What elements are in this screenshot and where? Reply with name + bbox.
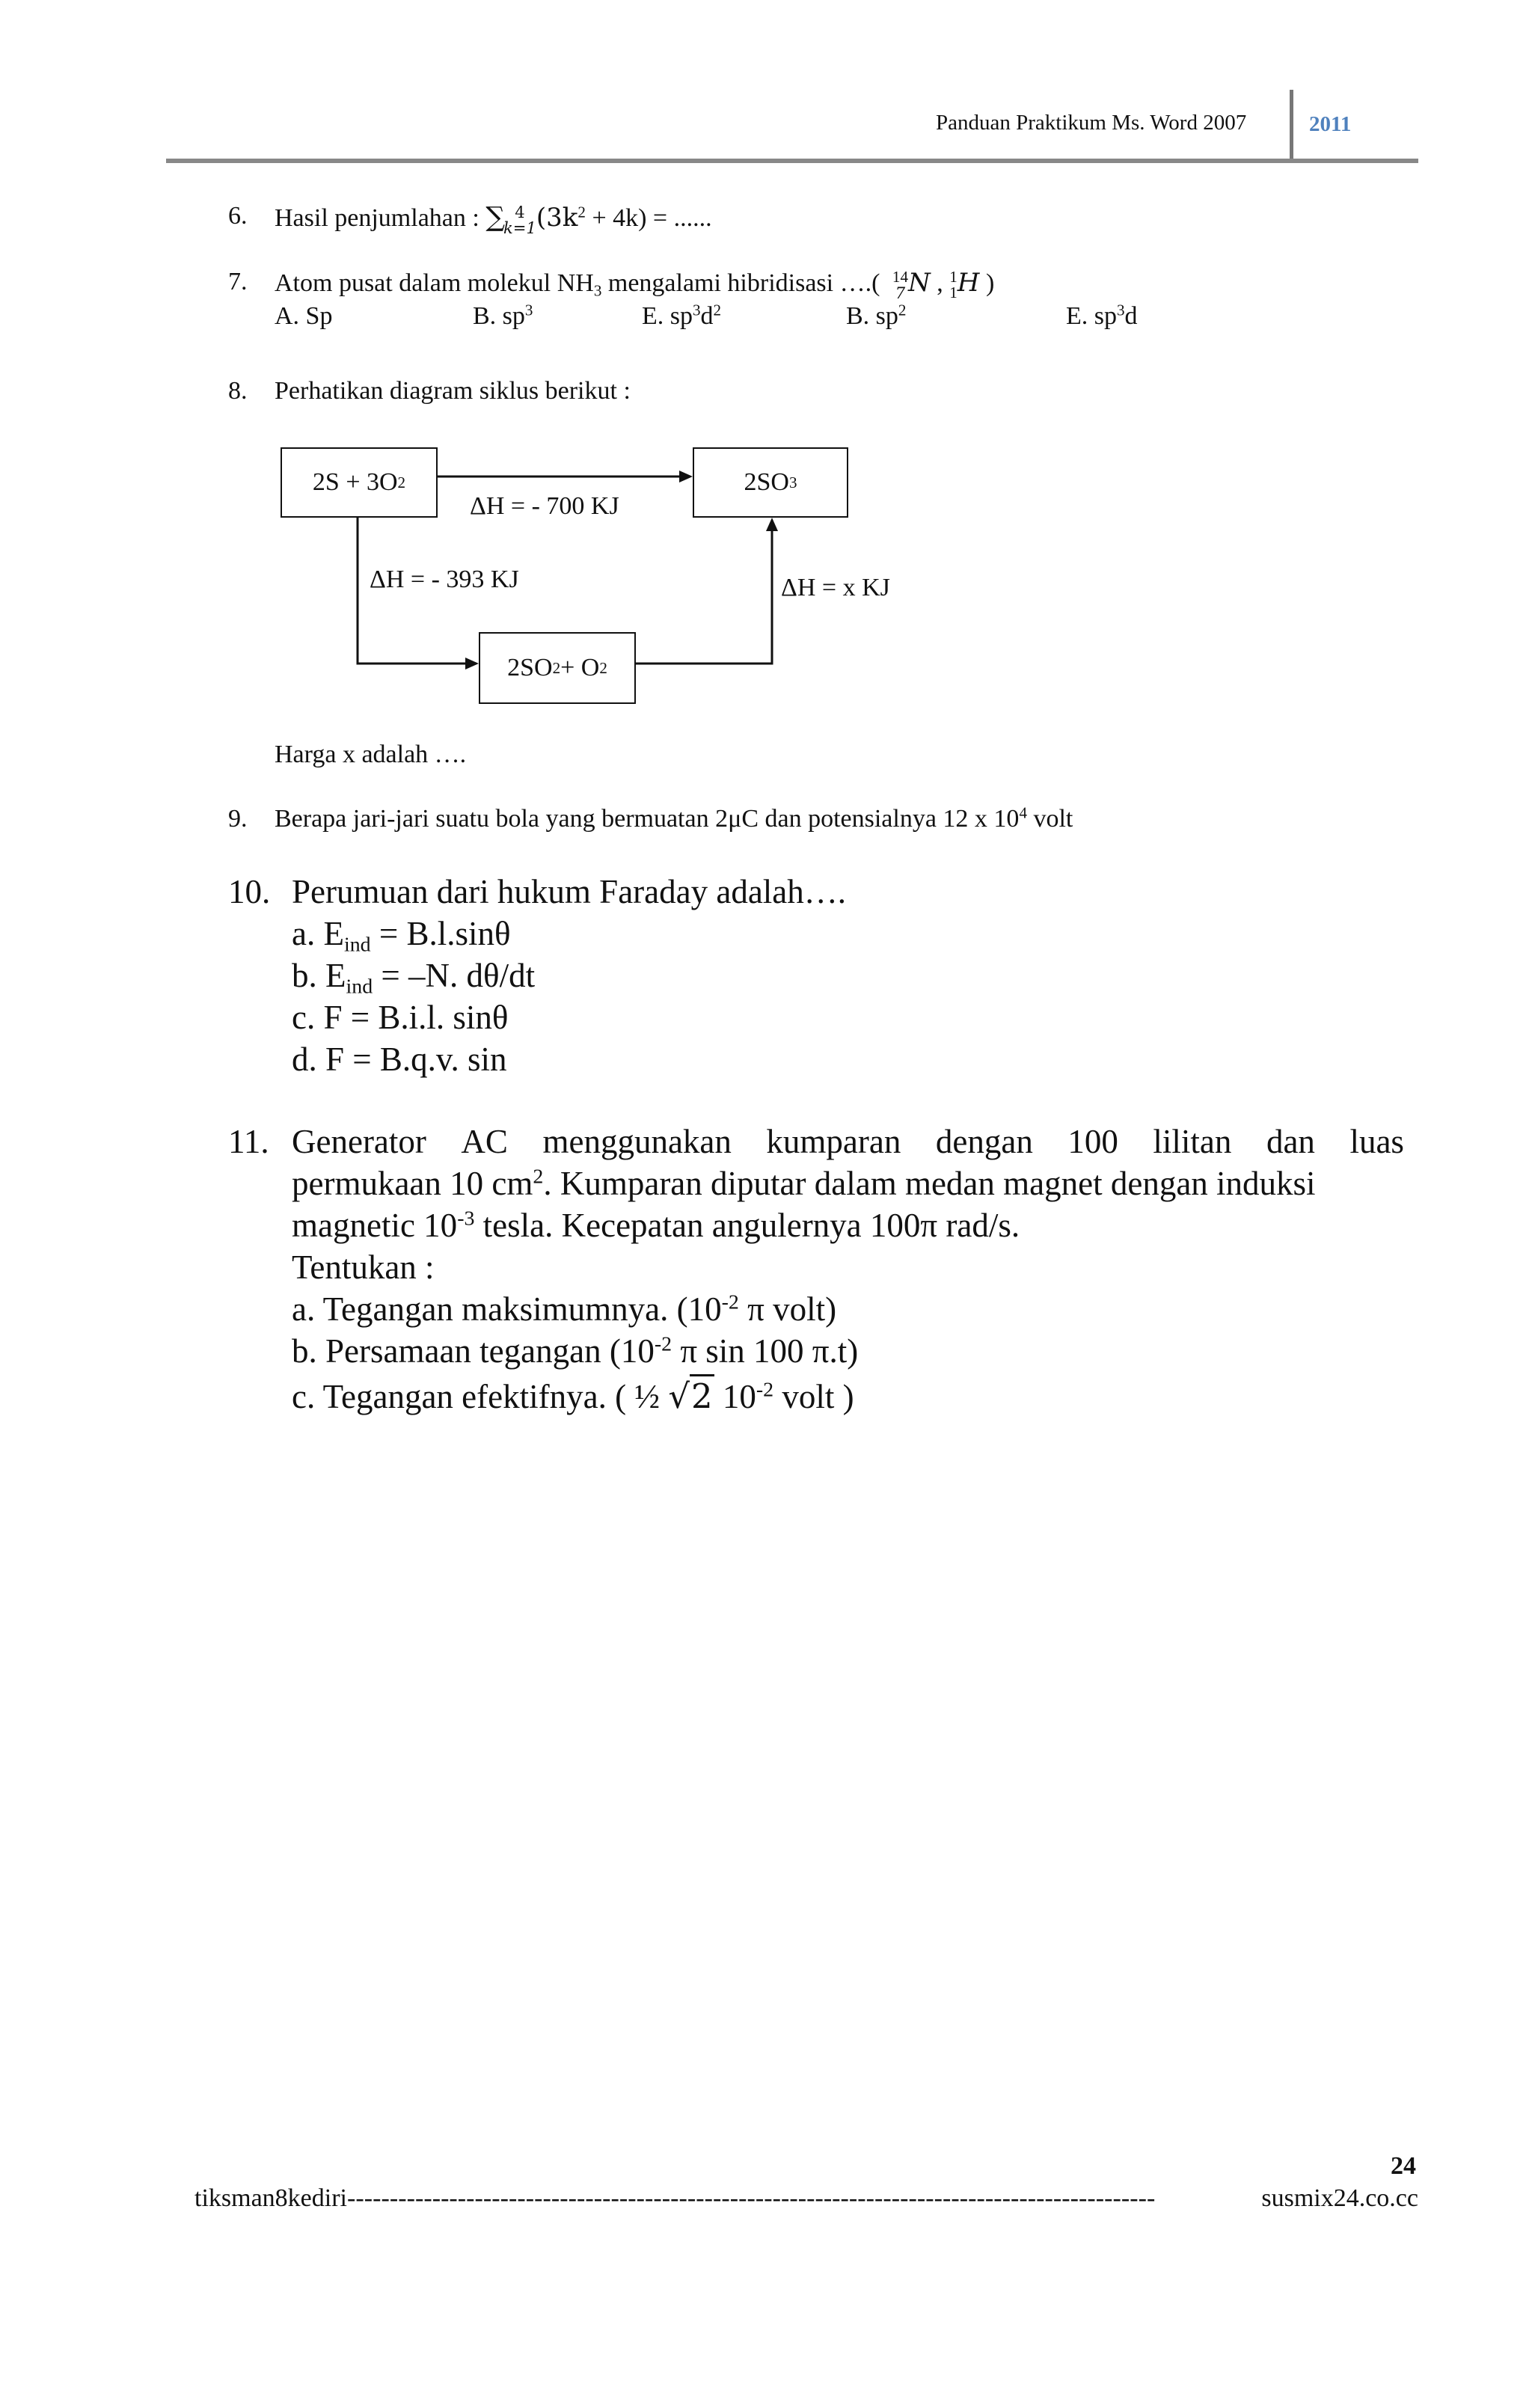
question-11-line-4: Tentukan : (292, 1249, 435, 1286)
footer-left: tiksman8kediri (194, 2184, 347, 2212)
q7-option-b2: B. $sp^2$ (846, 301, 907, 330)
diagram-box-reactants: 2S + 3O 2 (281, 447, 438, 518)
question-9-text: Berapa jari-jari suatu bola yang bermuatan 2μC dan potensialnya 12 x $10^4$ volt (275, 803, 1073, 833)
question-11-number: 11. (228, 1123, 269, 1160)
question-11-line-1: Generator AC menggunakan kumparan dengan 100 lilitan dan luas (292, 1123, 1404, 1160)
diagram-dh-left: ΔH = - 393 KJ (370, 566, 519, 593)
question-11-line-3: magnetic $10^{-3}$ tesla. Kecepatan angulernya 100π rad/s. (292, 1207, 1020, 1244)
diagram-box-product: 2SO 3 (693, 447, 848, 518)
q7-option-e1: E. $sp^3d^2$ (642, 301, 722, 330)
footer-right: susmix24.co.cc (1261, 2184, 1418, 2212)
sqrt-symbol: √ (668, 1376, 690, 1416)
question-11-line-2: permukaan 10 $cm^2$. Kumparan diputar dalam medan magnet dengan induksi (292, 1165, 1316, 1202)
question-10-text: Perumuan dari hukum Faraday adalah…. (292, 873, 847, 910)
arrowhead-right (766, 518, 778, 531)
q11-option-c: c. Tegangan efektifnya. ( ½ √2 $10^{-2}$ volt ) (292, 1376, 854, 1416)
q7-option-e2: E. $sp^3d$ (1066, 301, 1138, 330)
q7-option-b: B. $sp^3$ (473, 301, 533, 330)
header-year: 2011 (1309, 112, 1352, 136)
header-title: Panduan Praktikum Ms. Word 2007 (936, 111, 1247, 135)
question-8-number: 8. (228, 377, 248, 405)
question-10-number: 10. (228, 873, 271, 910)
question-7-text: Atom pusat dalam molekul $NH_3$ mengalami hibridisasi ….( 14 7 N , 1 1 H ) (275, 268, 995, 303)
arrowhead-top (679, 471, 693, 482)
arrow-right-path (636, 530, 772, 664)
diagram-dh-right: ΔH = x KJ (781, 574, 890, 601)
question-8-text: Perhatikan diagram siklus berikut : (275, 377, 631, 405)
q11-option-a: a. Tegangan maksimumnya. ($10^{-2}$ π volt) (292, 1290, 837, 1328)
question-7-number: 7. (228, 268, 248, 295)
question-9-number: 9. (228, 805, 248, 833)
q10-option-d: d. F = B.q.v. sin (292, 1041, 507, 1078)
question-8-prompt: Harga x adalah …. (275, 741, 467, 768)
question-number: 6. (228, 202, 248, 230)
footer-line (194, 2184, 1418, 2213)
q11-option-b: b. Persamaan tegangan ($10^{-2}$ π sin 100 π.t) (292, 1332, 859, 1370)
footer-dashes: ----------------------------------------------------------------------------------------------- (346, 2184, 1156, 2212)
footer-page-number: 24 (1391, 2152, 1416, 2180)
q10-option-a: a. $E_{ind} = B.l.\sin\theta$ (292, 915, 511, 957)
diagram-box-intermediate: 2SO 2 + O 2 (479, 632, 636, 704)
diagram-dh-top: ΔH = - 700 KJ (470, 492, 619, 520)
q7-option-a: A. Sp (275, 302, 333, 330)
question-6-text: Hasil penjumlahan : ∑ 4 k=1 $(3k^2 + 4k)$ = ...... (275, 202, 712, 238)
q10-option-b: b. $E_{ind} = -N$. dθ/dt (292, 957, 536, 999)
arrowhead-left (465, 658, 479, 670)
q10-option-c: c. F = B.i.l. sinθ (292, 999, 509, 1036)
